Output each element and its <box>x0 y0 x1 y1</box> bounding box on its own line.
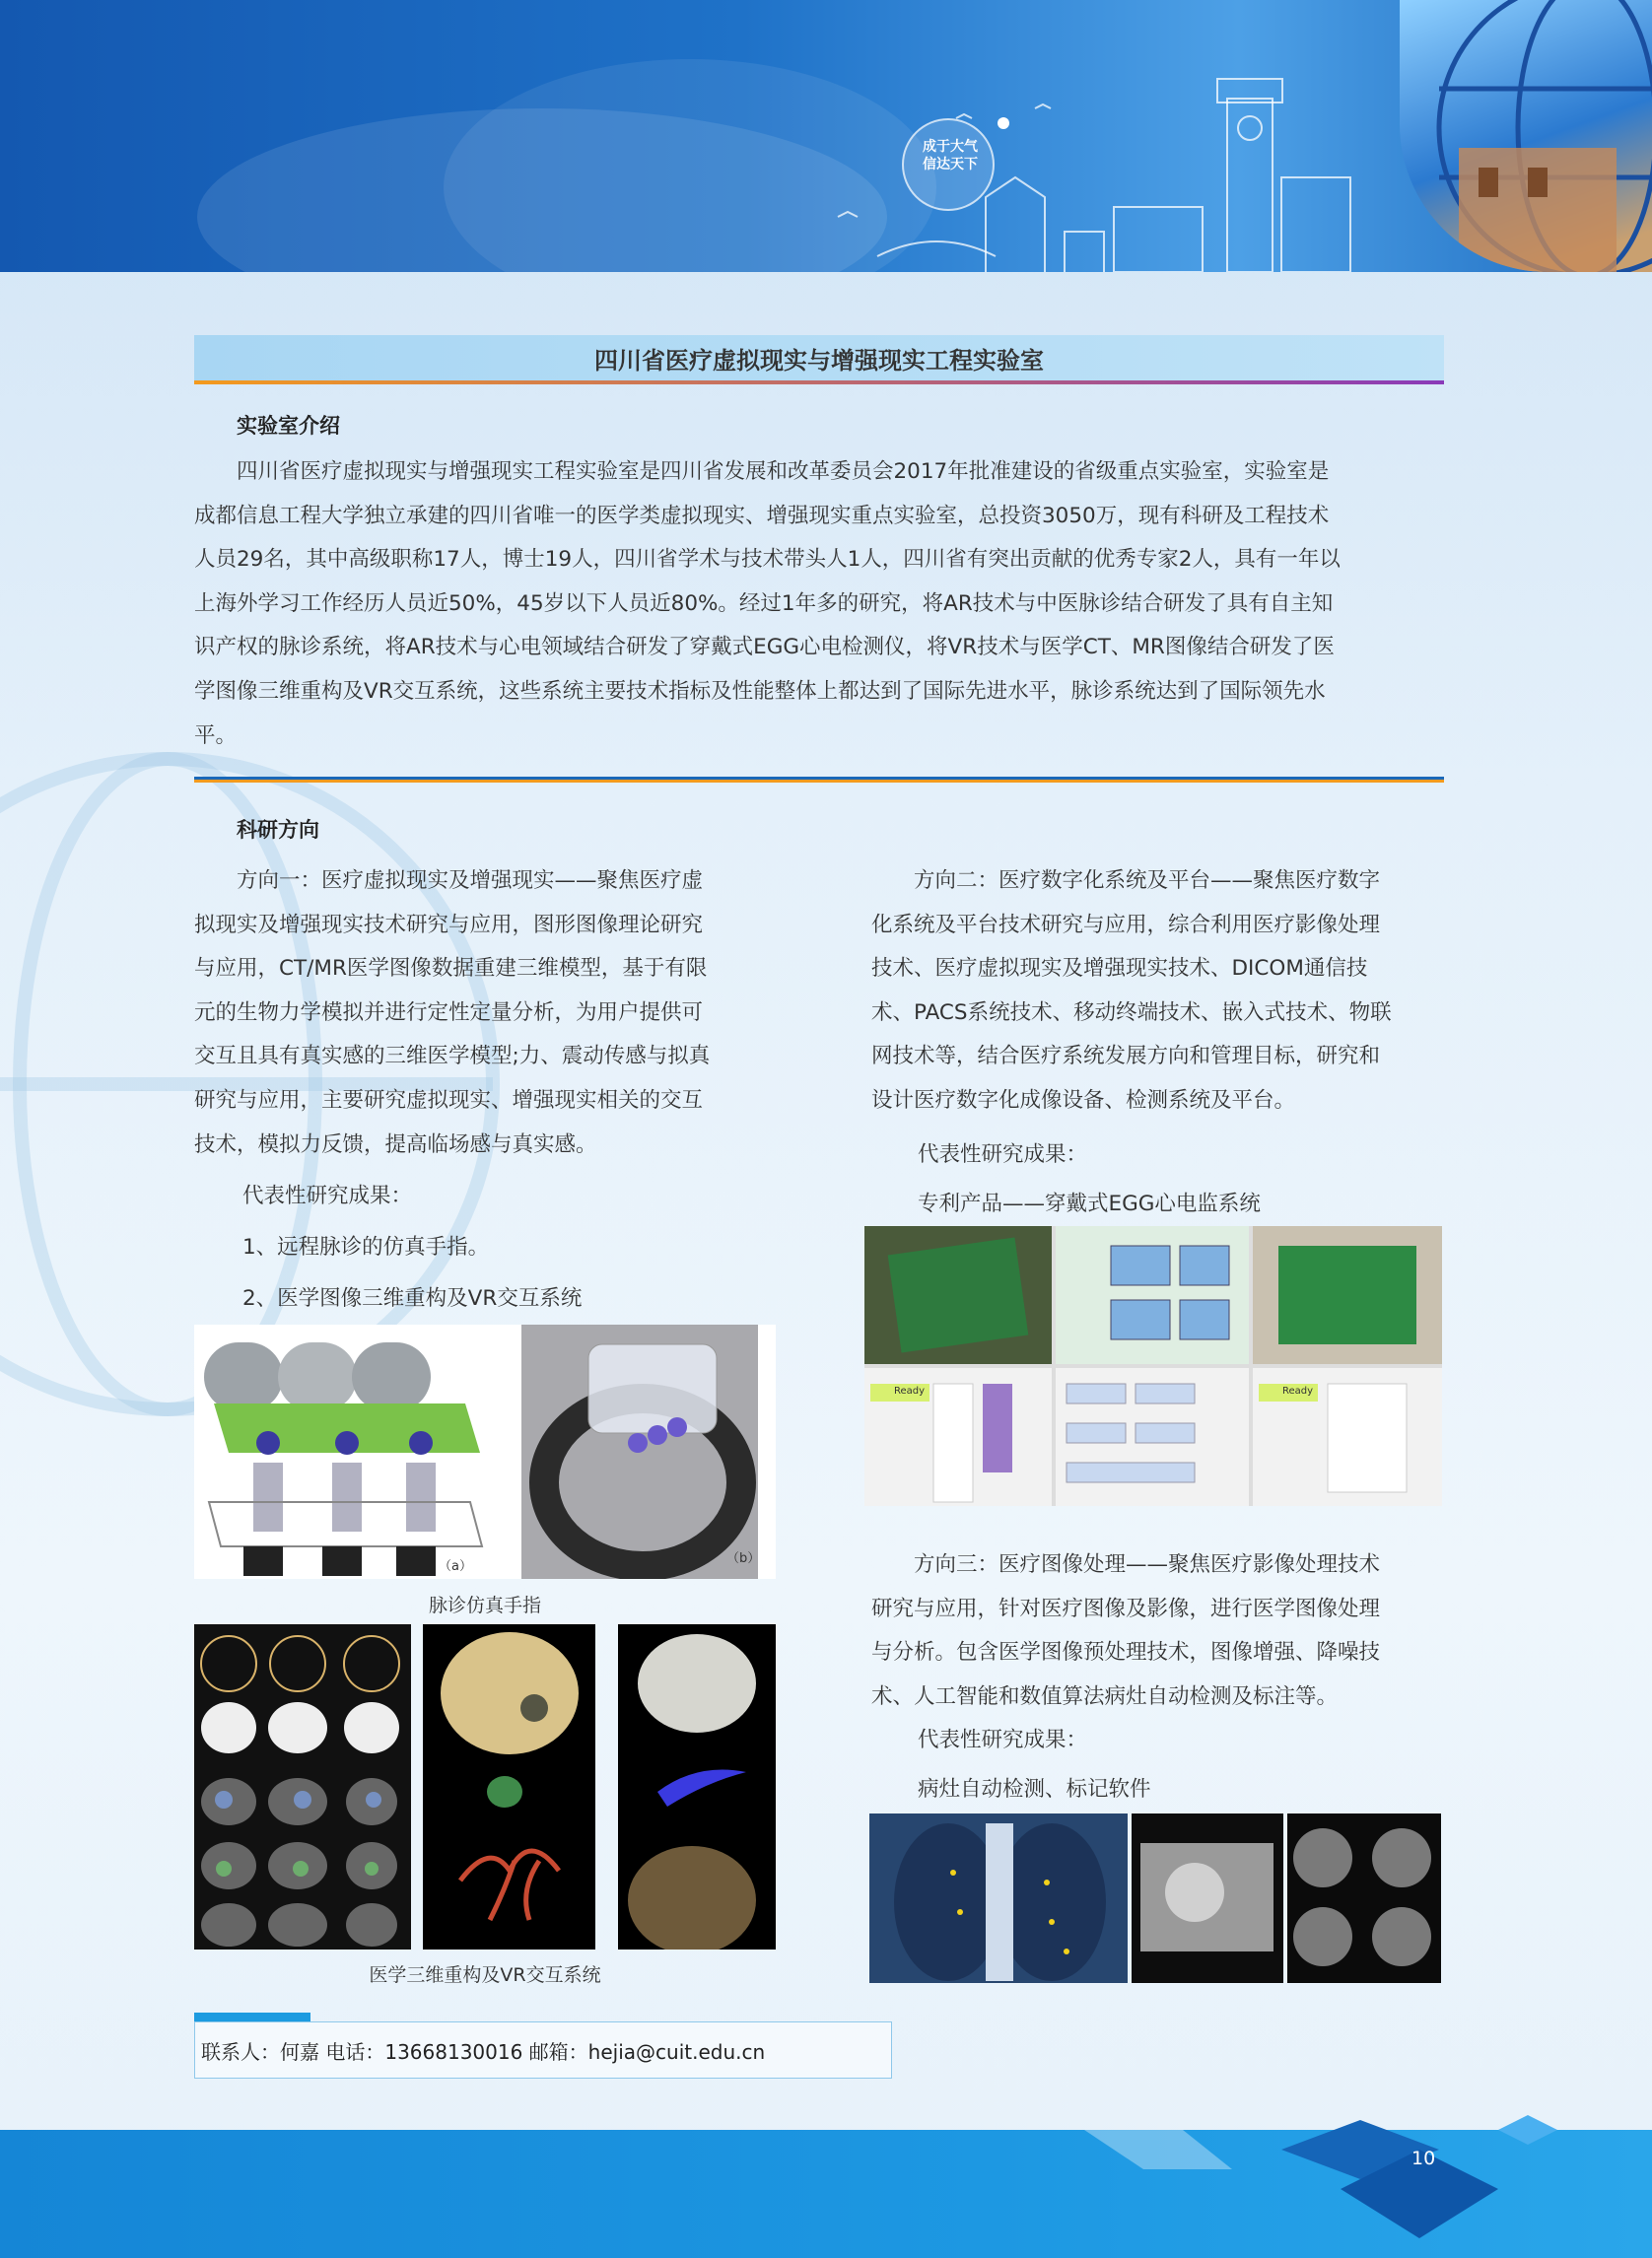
intro-heading: 实验室介绍 <box>237 414 340 438</box>
pulse-finger-cad-image-a <box>194 1325 776 1579</box>
ecg-system-images <box>864 1226 1442 1506</box>
dir2-line: 技术、医疗虚拟现实及增强现实技术、DICOM通信技 <box>871 956 1368 982</box>
ecg-ui-status-2: Ready <box>1282 1386 1314 1397</box>
dir1-line: 交互且具有真实感的三维医学模型;力、震动传感与拟真 <box>194 1044 711 1069</box>
intro-line: 学图像三维重构及VR交互系统，这些系统主要技术指标及性能整体上都达到了国际先进水平，脉诊系统达到了国际领先水 <box>194 678 1326 704</box>
research-heading: 科研方向 <box>237 818 319 842</box>
contact-box <box>194 2021 892 2079</box>
intro-line: 人员29名，其中高级职称17人，博士19人，四川省学术与技术带头人1人，四川省有突出贡献的优秀专家2人，具有一年以 <box>194 547 1341 573</box>
dir2-results-label: 代表性研究成果： <box>918 1142 1088 1167</box>
intro-line: 识产权的脉诊系统，将AR技术与心电领域结合研发了穿戴式EGG心电检测仪，将VR技术与医学CT、MR图像结合研发了医 <box>194 635 1335 660</box>
dir2-line: 方向二：医疗数字化系统及平台——聚焦医疗数字 <box>914 868 1381 893</box>
dir1-line: 技术，模拟力反馈，提高临场感与真实感。 <box>194 1131 597 1157</box>
pulse-finger-cad-image-b <box>521 1325 761 1579</box>
section-title-bar <box>194 335 1444 384</box>
intro-line: 上海外学习工作经历人员近50%，45岁以下人员近80%。经过1年多的研究，将AR技术与中医脉诊结合研发了具有自主知 <box>194 590 1334 616</box>
intro-line: 四川省医疗虚拟现实与增强现实工程实验室是四川省发展和改革委员会2017年批准建设的省级重点实验室，实验室是 <box>237 459 1330 484</box>
title-underline <box>194 380 1444 384</box>
dir2-product: 专利产品——穿戴式EGG心电监系统 <box>918 1192 1261 1216</box>
ecg-system-figure <box>864 1226 1442 1506</box>
lesion-detection-images <box>869 1813 1441 1983</box>
image-label-b: （b） <box>726 1551 761 1566</box>
dir1-results-label: 代表性研究成果： <box>242 1184 413 1208</box>
medical-3d-reconstruction-image <box>194 1624 776 1950</box>
dir1-line: 与应用，CT/MR医学图像数据重建三维模型，基于有限 <box>194 956 708 982</box>
header-banner <box>0 0 1652 272</box>
caption-3d-reconstruction: 医学三维重构及VR交互系统 <box>369 1964 601 1986</box>
dir1-result-1: 1、远程脉诊的仿真手指。 <box>242 1235 490 1260</box>
intro-line: 成都信息工程大学独立承建的四川省唯一的医学类虚拟现实、增强现实重点实验室，总投资3050万，现有科研及工程技术 <box>194 503 1330 528</box>
direction-2-text <box>871 859 1445 1124</box>
page-title: 四川省医疗虚拟现实与增强现实工程实验室 <box>594 346 1044 375</box>
image-label-a: （a） <box>439 1559 472 1574</box>
lesion-detection-figure <box>869 1813 1441 1983</box>
footer-diamond-decoration <box>1084 2110 1652 2258</box>
direction-1-text <box>194 859 772 1167</box>
direction-3-text <box>871 1543 1445 1719</box>
dir1-result-2: 2、医学图像三维重构及VR交互系统 <box>242 1286 583 1311</box>
dir3-line: 研究与应用，针对医疗图像及影像，进行医学图像处理 <box>871 1596 1381 1621</box>
dir3-product: 病灶自动检测、标记软件 <box>918 1777 1151 1802</box>
page-number: 10 <box>1411 2148 1436 2169</box>
footer-bar <box>0 2130 1652 2258</box>
dir3-results-label: 代表性研究成果： <box>918 1728 1088 1752</box>
slogan-line2: 信达天下 <box>923 157 978 172</box>
slogan-line1: 成于大气 <box>923 139 978 155</box>
dir2-line: 网技术等，结合医疗系统发展方向和管理目标，研究和 <box>871 1044 1381 1069</box>
campus-globe-photo <box>1400 0 1652 272</box>
dir1-line: 研究与应用，主要研究虚拟现实、增强现实相关的交互 <box>194 1087 704 1113</box>
intro-line: 平。 <box>194 722 238 748</box>
medical-3d-figure <box>194 1624 776 1950</box>
intro-paragraph <box>194 450 1444 758</box>
dir1-line: 拟现实及增强现实技术研究与应用，图形图像理论研究 <box>194 912 704 937</box>
contact-info: 联系人：何嘉 电话：13668130016 邮箱：hejia@cuit.edu.cn <box>201 2039 766 2064</box>
caption-pulse-finger: 脉诊仿真手指 <box>428 1595 541 1616</box>
dir3-line: 术、人工智能和数值算法病灶自动检测及标注等。 <box>871 1683 1339 1709</box>
dir2-line: 化系统及平台技术研究与应用，综合利用医疗影像处理 <box>871 912 1381 937</box>
dir2-line: 设计医疗数字化成像设备、检测系统及平台。 <box>871 1087 1296 1113</box>
pulse-finger-figure <box>194 1325 776 1579</box>
ecg-ui-status-1: Ready <box>894 1386 926 1397</box>
section-divider <box>194 777 1444 783</box>
dir2-line: 术、PACS系统技术、移动终端技术、嵌入式技术、物联 <box>871 999 1392 1025</box>
dir3-line: 与分析。包含医学图像预处理技术，图像增强、降噪技 <box>871 1640 1381 1666</box>
dir1-line: 元的生物力学模拟并进行定性定量分析，为用户提供可 <box>194 999 704 1025</box>
dir3-line: 方向三：医疗图像处理——聚焦医疗影像处理技术 <box>914 1552 1381 1577</box>
dir1-line: 方向一：医疗虚拟现实及增强现实——聚焦医疗虚 <box>237 868 704 893</box>
